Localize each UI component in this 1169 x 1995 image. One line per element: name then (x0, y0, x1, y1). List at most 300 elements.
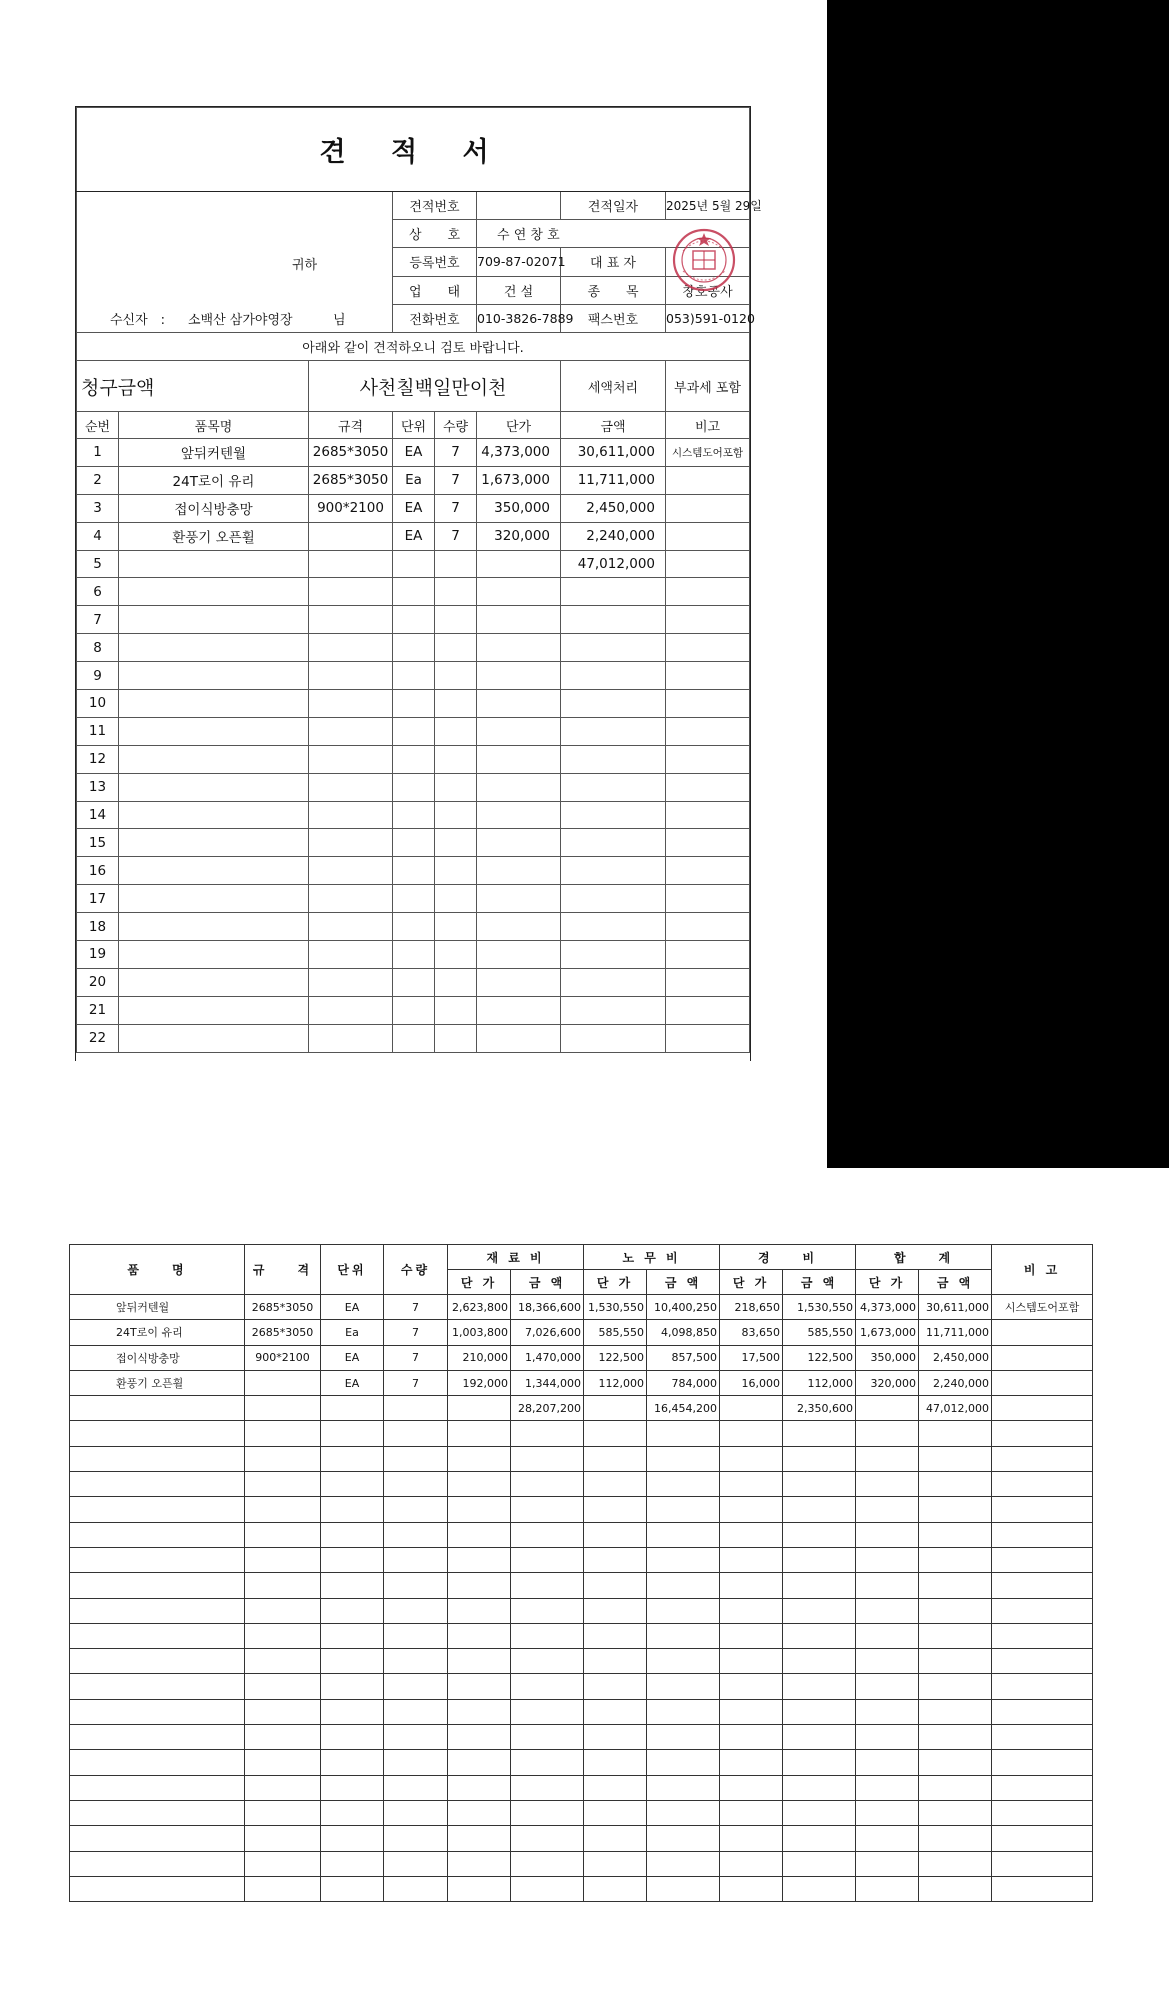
item-name: 접이식방충망 (119, 494, 309, 522)
item-note (666, 634, 750, 662)
item-spec (309, 690, 393, 718)
bd-empty-cell (384, 1750, 448, 1775)
bd-empty-cell (448, 1472, 511, 1497)
bd-empty-cell (584, 1446, 647, 1471)
bd-empty-cell (70, 1750, 245, 1775)
item-price (477, 550, 561, 578)
bd-empty-cell (384, 1472, 448, 1497)
item-row (77, 494, 750, 522)
item-note (666, 522, 750, 550)
bd-col-qty: 수량 (384, 1245, 448, 1295)
bd-empty-cell (70, 1725, 245, 1750)
bd-note (992, 1345, 1093, 1370)
item-row (77, 996, 750, 1024)
item-row (77, 634, 750, 662)
item-note (666, 885, 750, 913)
bd-empty-cell (245, 1623, 321, 1648)
bd-empty-cell (919, 1547, 992, 1572)
bd-empty-cell (783, 1750, 856, 1775)
item-unit (393, 634, 435, 662)
bd-tot_p: 350,000 (856, 1345, 919, 1370)
bd-empty-cell (584, 1421, 647, 1446)
quote-no-label: 견적번호 (393, 192, 477, 220)
bd-empty-cell (70, 1623, 245, 1648)
item-spec (309, 1024, 393, 1052)
breakdown-empty-row (70, 1472, 1093, 1497)
business-type-value: 건 설 (477, 276, 561, 304)
bd-empty-cell (384, 1725, 448, 1750)
bd-empty-cell (511, 1699, 584, 1724)
item-price (477, 857, 561, 885)
bd-mat_a: 1,344,000 (511, 1370, 584, 1395)
item-price (477, 578, 561, 606)
bd-empty-cell (647, 1826, 720, 1851)
bd-empty-cell (647, 1649, 720, 1674)
bd-empty-cell (783, 1497, 856, 1522)
bd-empty-cell (448, 1573, 511, 1598)
item-amount: 47,012,000 (561, 550, 666, 578)
bd-empty-cell (720, 1699, 783, 1724)
col-no: 순번 (77, 412, 119, 439)
bd-empty-cell (856, 1649, 919, 1674)
bd-col-material: 재 료 비 (448, 1245, 584, 1270)
item-name (119, 662, 309, 690)
item-note (666, 801, 750, 829)
bd-empty-cell (919, 1725, 992, 1750)
bd-empty-cell (919, 1750, 992, 1775)
bd-empty-cell (992, 1497, 1093, 1522)
bd-empty-cell (70, 1421, 245, 1446)
bd-empty-cell (384, 1547, 448, 1572)
item-name (119, 606, 309, 634)
bd-empty-cell (448, 1775, 511, 1800)
bd-empty-cell (856, 1800, 919, 1825)
bd-material-price: 단 가 (448, 1270, 511, 1295)
item-amount (561, 801, 666, 829)
item-spec (309, 941, 393, 969)
bd-empty-cell (856, 1826, 919, 1851)
bd-empty-cell (856, 1446, 919, 1471)
quote-no-value (477, 192, 561, 220)
breakdown-empty-row (70, 1522, 1093, 1547)
bd-empty-cell (992, 1800, 1093, 1825)
fax-label: 팩스번호 (561, 304, 666, 332)
item-row (77, 578, 750, 606)
bd-empty-cell (321, 1522, 384, 1547)
bd-empty-cell (448, 1725, 511, 1750)
bd-empty-cell (783, 1800, 856, 1825)
bd-empty-cell (720, 1800, 783, 1825)
bd-empty-cell (783, 1674, 856, 1699)
item-unit (393, 996, 435, 1024)
item-row (77, 522, 750, 550)
bd-expense-price: 단 가 (720, 1270, 783, 1295)
item-amount (561, 773, 666, 801)
bd-total-amount: 금 액 (919, 1270, 992, 1295)
bd-empty-cell (511, 1649, 584, 1674)
claim-amount: 사천칠백일만이천 (309, 361, 561, 412)
bd-empty-cell (992, 1472, 1093, 1497)
item-price (477, 1024, 561, 1052)
quote-date-label: 견적일자 (561, 192, 666, 220)
bd-empty-cell (70, 1649, 245, 1674)
breakdown-empty-row (70, 1446, 1093, 1471)
item-note: 시스템도어포함 (666, 439, 750, 467)
bd-empty-cell (448, 1421, 511, 1446)
bd-empty-cell (321, 1775, 384, 1800)
item-no: 8 (77, 634, 119, 662)
bd-empty-cell (321, 1725, 384, 1750)
bd-empty-cell (783, 1851, 856, 1876)
bd-mat_a: 1,470,000 (511, 1345, 584, 1370)
bd-qty (384, 1396, 448, 1421)
bd-empty-cell (511, 1876, 584, 1901)
bd-col-note: 비 고 (992, 1245, 1093, 1295)
bd-exp_a: 112,000 (783, 1370, 856, 1395)
bd-empty-cell (245, 1674, 321, 1699)
breakdown-row (70, 1370, 1093, 1395)
item-name (119, 745, 309, 773)
item-qty (435, 996, 477, 1024)
black-redaction-panel (827, 0, 1169, 1168)
item-spec (309, 996, 393, 1024)
bd-empty-cell (245, 1699, 321, 1724)
bd-empty-cell (647, 1522, 720, 1547)
item-row (77, 745, 750, 773)
item-spec (309, 662, 393, 690)
bd-exp_p: 83,650 (720, 1320, 783, 1345)
bd-name: 24T로이 유리 (70, 1320, 245, 1345)
tax-value: 부과세 포함 (666, 361, 750, 412)
bd-empty-cell (70, 1800, 245, 1825)
item-row (77, 801, 750, 829)
bd-empty-cell (992, 1725, 1093, 1750)
bd-mat_a: 18,366,600 (511, 1295, 584, 1320)
bd-empty-cell (720, 1674, 783, 1699)
bd-empty-cell (245, 1547, 321, 1572)
bd-empty-cell (384, 1800, 448, 1825)
bd-empty-cell (448, 1674, 511, 1699)
item-qty: 7 (435, 494, 477, 522)
bd-unit: EA (321, 1345, 384, 1370)
item-amount (561, 968, 666, 996)
item-note (666, 941, 750, 969)
bd-empty-cell (511, 1472, 584, 1497)
bd-empty-cell (856, 1851, 919, 1876)
bd-empty-cell (992, 1421, 1093, 1446)
bd-empty-cell (919, 1876, 992, 1901)
bd-empty-cell (647, 1472, 720, 1497)
bd-mat_p: 192,000 (448, 1370, 511, 1395)
bd-empty-cell (584, 1573, 647, 1598)
breakdown-empty-row (70, 1598, 1093, 1623)
bd-empty-cell (384, 1876, 448, 1901)
item-note (666, 745, 750, 773)
bd-qty: 7 (384, 1295, 448, 1320)
bd-empty-cell (856, 1876, 919, 1901)
quote-date-value: 2025년 5월 29일 (666, 192, 750, 220)
bd-exp_p: 17,500 (720, 1345, 783, 1370)
bd-exp_a: 1,530,550 (783, 1295, 856, 1320)
item-spec (309, 968, 393, 996)
bd-empty-cell (919, 1623, 992, 1648)
item-name (119, 634, 309, 662)
bd-empty-cell (245, 1522, 321, 1547)
item-row (77, 1024, 750, 1052)
bd-empty-cell (70, 1472, 245, 1497)
bd-empty-cell (783, 1876, 856, 1901)
bd-empty-cell (245, 1649, 321, 1674)
bd-empty-cell (720, 1623, 783, 1648)
item-unit (393, 550, 435, 578)
bd-empty-cell (321, 1623, 384, 1648)
item-spec (309, 634, 393, 662)
breakdown-row (70, 1320, 1093, 1345)
item-no: 2 (77, 466, 119, 494)
bd-empty-cell (720, 1421, 783, 1446)
bd-empty-cell (584, 1547, 647, 1572)
bd-empty-cell (856, 1497, 919, 1522)
bd-empty-cell (856, 1775, 919, 1800)
bd-empty-cell (919, 1446, 992, 1471)
recipient-prefix: 수신자 : (110, 313, 166, 328)
bd-empty-cell (511, 1800, 584, 1825)
bd-empty-cell (783, 1775, 856, 1800)
bd-empty-cell (448, 1649, 511, 1674)
bd-empty-cell (70, 1522, 245, 1547)
bd-empty-cell (647, 1598, 720, 1623)
breakdown-empty-row (70, 1421, 1093, 1446)
bd-empty-cell (584, 1775, 647, 1800)
bd-empty-cell (584, 1725, 647, 1750)
bd-lab_a: 10,400,250 (647, 1295, 720, 1320)
bd-empty-cell (448, 1598, 511, 1623)
item-unit (393, 1024, 435, 1052)
bd-empty-cell (245, 1876, 321, 1901)
bd-note (992, 1396, 1093, 1421)
item-name (119, 550, 309, 578)
bd-empty-cell (919, 1421, 992, 1446)
item-qty (435, 857, 477, 885)
bd-empty-cell (919, 1674, 992, 1699)
bd-empty-cell (720, 1725, 783, 1750)
bd-empty-cell (448, 1876, 511, 1901)
recipient-suffix: 님 (333, 313, 346, 328)
bd-empty-cell (992, 1699, 1093, 1724)
item-spec (309, 829, 393, 857)
bd-tot_a: 47,012,000 (919, 1396, 992, 1421)
bd-empty-cell (70, 1497, 245, 1522)
bd-empty-cell (720, 1598, 783, 1623)
item-no: 10 (77, 690, 119, 718)
bd-empty-cell (584, 1826, 647, 1851)
bd-empty-cell (919, 1573, 992, 1598)
item-note (666, 550, 750, 578)
bd-empty-cell (511, 1547, 584, 1572)
bd-empty-cell (856, 1623, 919, 1648)
bd-empty-cell (384, 1573, 448, 1598)
bd-empty-cell (720, 1547, 783, 1572)
bd-mat_p: 2,623,800 (448, 1295, 511, 1320)
item-qty (435, 662, 477, 690)
bd-empty-cell (919, 1497, 992, 1522)
item-price (477, 801, 561, 829)
company-seal-stamp (671, 227, 737, 293)
item-spec (309, 606, 393, 634)
recipient-name: 소백산 삼가야영장 (188, 313, 293, 328)
breakdown-empty-row (70, 1876, 1093, 1901)
bd-empty-cell (584, 1750, 647, 1775)
item-amount (561, 662, 666, 690)
bd-col-expense: 경 비 (720, 1245, 856, 1270)
item-name (119, 857, 309, 885)
bd-empty-cell (783, 1649, 856, 1674)
reg-no-value: 709-87-02071 (477, 248, 561, 276)
bd-empty-cell (919, 1800, 992, 1825)
bd-empty-cell (384, 1598, 448, 1623)
bd-empty-cell (992, 1851, 1093, 1876)
bd-unit: Ea (321, 1320, 384, 1345)
bd-empty-cell (384, 1826, 448, 1851)
bd-empty-cell (856, 1522, 919, 1547)
bd-empty-cell (245, 1421, 321, 1446)
bd-empty-cell (783, 1472, 856, 1497)
bd-col-unit: 단위 (321, 1245, 384, 1295)
item-note (666, 578, 750, 606)
cost-breakdown-table (69, 1244, 1093, 1902)
item-qty: 7 (435, 439, 477, 467)
item-spec (309, 885, 393, 913)
bd-tot_a: 2,240,000 (919, 1370, 992, 1395)
bd-spec: 900*2100 (245, 1345, 321, 1370)
item-row (77, 913, 750, 941)
bd-empty-cell (584, 1876, 647, 1901)
item-no: 16 (77, 857, 119, 885)
item-row (77, 857, 750, 885)
item-price (477, 885, 561, 913)
bd-empty-cell (647, 1725, 720, 1750)
col-spec: 규격 (309, 412, 393, 439)
bd-empty-cell (647, 1775, 720, 1800)
bd-empty-cell (783, 1725, 856, 1750)
bd-empty-cell (720, 1497, 783, 1522)
bd-empty-cell (720, 1649, 783, 1674)
bd-expense-amount: 금 액 (783, 1270, 856, 1295)
breakdown-row (70, 1396, 1093, 1421)
item-note (666, 857, 750, 885)
bd-note (992, 1370, 1093, 1395)
item-price (477, 829, 561, 857)
breakdown-empty-row (70, 1750, 1093, 1775)
bd-empty-cell (992, 1649, 1093, 1674)
item-unit: Ea (393, 466, 435, 494)
item-spec (309, 913, 393, 941)
bd-empty-cell (70, 1446, 245, 1471)
bd-tot_a: 2,450,000 (919, 1345, 992, 1370)
item-name: 앞뒤커텐월 (119, 439, 309, 467)
bd-name: 앞뒤커텐월 (70, 1295, 245, 1320)
notice-text: 아래와 같이 견적하오니 검토 바랍니다. (77, 333, 750, 361)
item-qty (435, 606, 477, 634)
bd-empty-cell (321, 1876, 384, 1901)
bd-empty-cell (992, 1826, 1093, 1851)
bd-labor-price: 단 가 (584, 1270, 647, 1295)
bd-empty-cell (321, 1800, 384, 1825)
bd-empty-cell (511, 1598, 584, 1623)
ceo-label: 대 표 자 (561, 248, 666, 276)
item-unit: EA (393, 522, 435, 550)
item-unit (393, 773, 435, 801)
bd-empty-cell (783, 1547, 856, 1572)
bd-empty-cell (992, 1623, 1093, 1648)
item-row (77, 466, 750, 494)
bd-empty-cell (992, 1750, 1093, 1775)
item-qty (435, 550, 477, 578)
item-no: 20 (77, 968, 119, 996)
bd-empty-cell (919, 1851, 992, 1876)
item-price (477, 941, 561, 969)
bd-empty-cell (511, 1826, 584, 1851)
business-type-label: 업 태 (393, 276, 477, 304)
breakdown-empty-row (70, 1573, 1093, 1598)
item-note (666, 1024, 750, 1052)
breakdown-empty-row (70, 1547, 1093, 1572)
bd-empty-cell (245, 1497, 321, 1522)
breakdown-empty-row (70, 1775, 1093, 1800)
bd-empty-cell (856, 1699, 919, 1724)
item-row (77, 968, 750, 996)
bd-empty-cell (647, 1623, 720, 1648)
fax-value: 053)591-0120 (666, 304, 750, 332)
bd-empty-cell (448, 1446, 511, 1471)
bd-empty-cell (720, 1446, 783, 1471)
bd-empty-cell (584, 1598, 647, 1623)
item-note (666, 829, 750, 857)
bd-empty-cell (384, 1649, 448, 1674)
item-spec (309, 522, 393, 550)
item-unit (393, 968, 435, 996)
item-no: 17 (77, 885, 119, 913)
bd-lab_p: 585,550 (584, 1320, 647, 1345)
bd-empty-cell (511, 1725, 584, 1750)
bd-name: 환풍기 오픈휠 (70, 1370, 245, 1395)
bd-empty-cell (321, 1421, 384, 1446)
bd-empty-cell (783, 1421, 856, 1446)
bd-empty-cell (245, 1750, 321, 1775)
bd-empty-cell (511, 1674, 584, 1699)
bd-empty-cell (511, 1522, 584, 1547)
bd-empty-cell (245, 1851, 321, 1876)
bd-empty-cell (448, 1800, 511, 1825)
item-no: 21 (77, 996, 119, 1024)
item-price (477, 913, 561, 941)
item-qty (435, 717, 477, 745)
bd-total-price: 단 가 (856, 1270, 919, 1295)
bd-empty-cell (584, 1649, 647, 1674)
item-note (666, 968, 750, 996)
item-amount (561, 745, 666, 773)
bd-empty-cell (448, 1547, 511, 1572)
bd-empty-cell (783, 1623, 856, 1648)
item-no: 5 (77, 550, 119, 578)
item-no: 7 (77, 606, 119, 634)
item-unit (393, 913, 435, 941)
item-qty (435, 968, 477, 996)
item-no: 18 (77, 913, 119, 941)
col-amount: 금액 (561, 412, 666, 439)
item-row (77, 662, 750, 690)
breakdown-empty-row (70, 1699, 1093, 1724)
